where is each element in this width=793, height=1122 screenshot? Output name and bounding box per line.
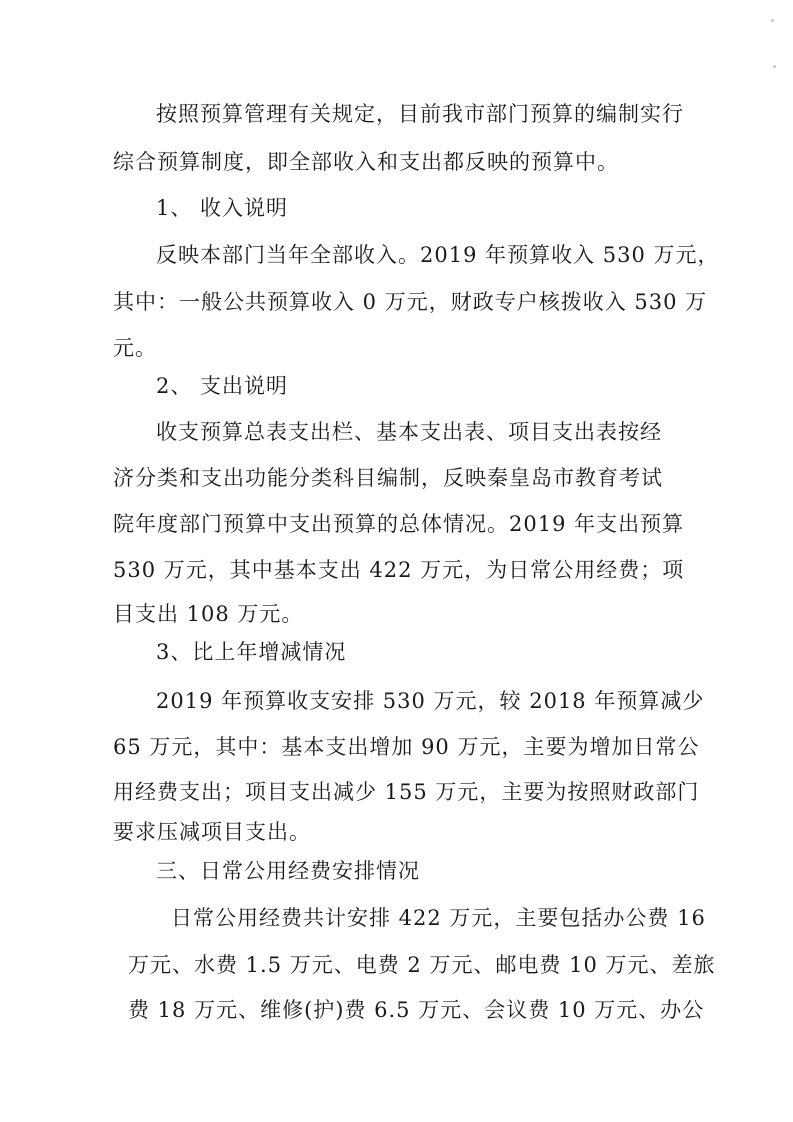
paragraph-line: 院年度部门预算中支出预算的总体情况。2019 年支出预算 [113,512,685,536]
paragraph-line: 要求压减项目支出。 [113,820,311,844]
paragraph-line: 用经费支出；项目支出减少 155 万元，主要为按照财政部门 [113,780,700,804]
paragraph-line: 65 万元，其中：基本支出增加 90 万元，主要为增加日常公 [113,735,700,759]
paragraph-line: 按照预算管理有关规定，目前我市部门预算的编制实行 [156,102,684,126]
paragraph-line: 元。 [113,336,157,360]
scan-speck [773,65,776,68]
paragraph-line: 日常公用经费共计安排 422 万元，主要包括办公费 16 [171,906,706,930]
paragraph-line: 综合预算制度，即全部收入和支出都反映的预算中。 [113,150,619,174]
paragraph-line: 反映本部门当年全部收入。2019 年预算收入 530 万元， [156,243,720,267]
section-heading: 3、比上年增减情况 [156,640,347,664]
paragraph-line: 其中：一般公共预算收入 0 万元，财政专户核拨收入 530 万 [113,290,708,314]
paragraph-line: 济分类和支出功能分类科目编制，反映秦皇岛市教育考试 [113,466,663,490]
paragraph-line: 2019 年预算收支安排 530 万元，较 2018 年预算减少 [156,689,705,713]
paragraph-line: 530 万元，其中基本支出 422 万元，为日常公用经费；项 [113,558,685,582]
paragraph-line: 目支出 108 万元。 [113,602,304,626]
section-heading: 1、 收入说明 [156,196,289,220]
paragraph-line: 万元、水费 1.5 万元、电费 2 万元、邮电费 10 万元、差旅 [128,953,716,977]
scan-speck [771,19,774,22]
paragraph-line: 费 18 万元、维修(护)费 6.5 万元、会议费 10 万元、办公 [128,998,705,1022]
section-heading: 三、日常公用经费安排情况 [156,859,420,883]
paragraph-line: 收支预算总表支出栏、基本支出表、项目支出表按经 [156,420,662,444]
section-heading: 2、 支出说明 [156,374,289,398]
